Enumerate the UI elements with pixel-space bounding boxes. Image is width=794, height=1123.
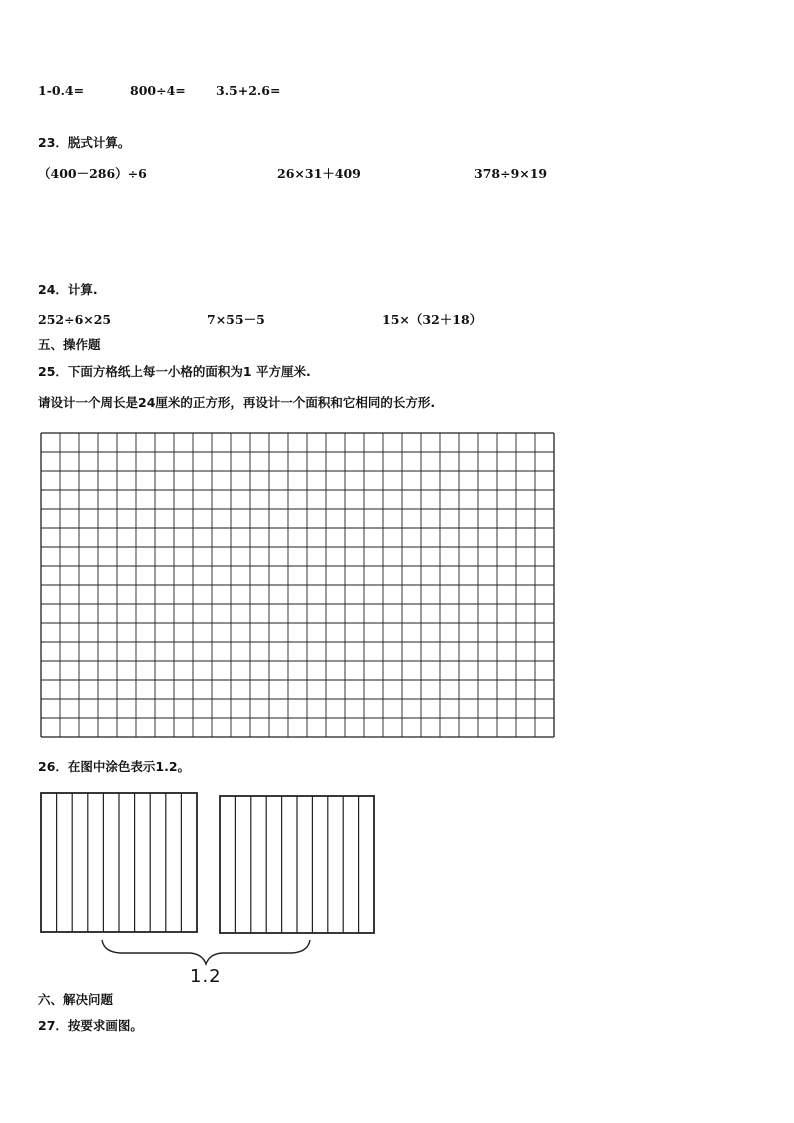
- q23-item-1: （400－286）÷6: [38, 166, 147, 181]
- brace-label: 1.2: [190, 966, 222, 987]
- q26-title: 26．在图中涂色表示1.2。: [38, 759, 191, 774]
- section-5-heading: 五、操作题: [38, 337, 101, 352]
- oral-calc-3: 3.5+2.6=: [216, 83, 281, 98]
- oral-calc-2: 800÷4=: [130, 83, 186, 98]
- q27-title: 27．按要求画图。: [38, 1018, 143, 1033]
- section-6-heading: 六、解决问题: [38, 992, 114, 1007]
- q25-instruction: 请设计一个周长是24厘米的正方形，再设计一个面积和它相同的长方形.: [38, 395, 436, 410]
- q24-item-3: 15×（32＋18）: [382, 312, 483, 327]
- q24-item-1: 252÷6×25: [38, 312, 112, 327]
- oral-calc-1: 1-0.4=: [38, 83, 85, 98]
- brace-curve: [102, 940, 310, 964]
- q23-item-2: 26×31＋409: [277, 166, 361, 181]
- q25-title: 25．下面方格纸上每一小格的面积为1 平方厘米.: [38, 364, 311, 379]
- q23-title: 23．脱式计算。: [38, 135, 131, 150]
- q24-item-2: 7×55－5: [207, 312, 265, 327]
- q23-item-3: 378÷9×19: [474, 166, 548, 181]
- q24-title: 24．计算.: [38, 282, 98, 297]
